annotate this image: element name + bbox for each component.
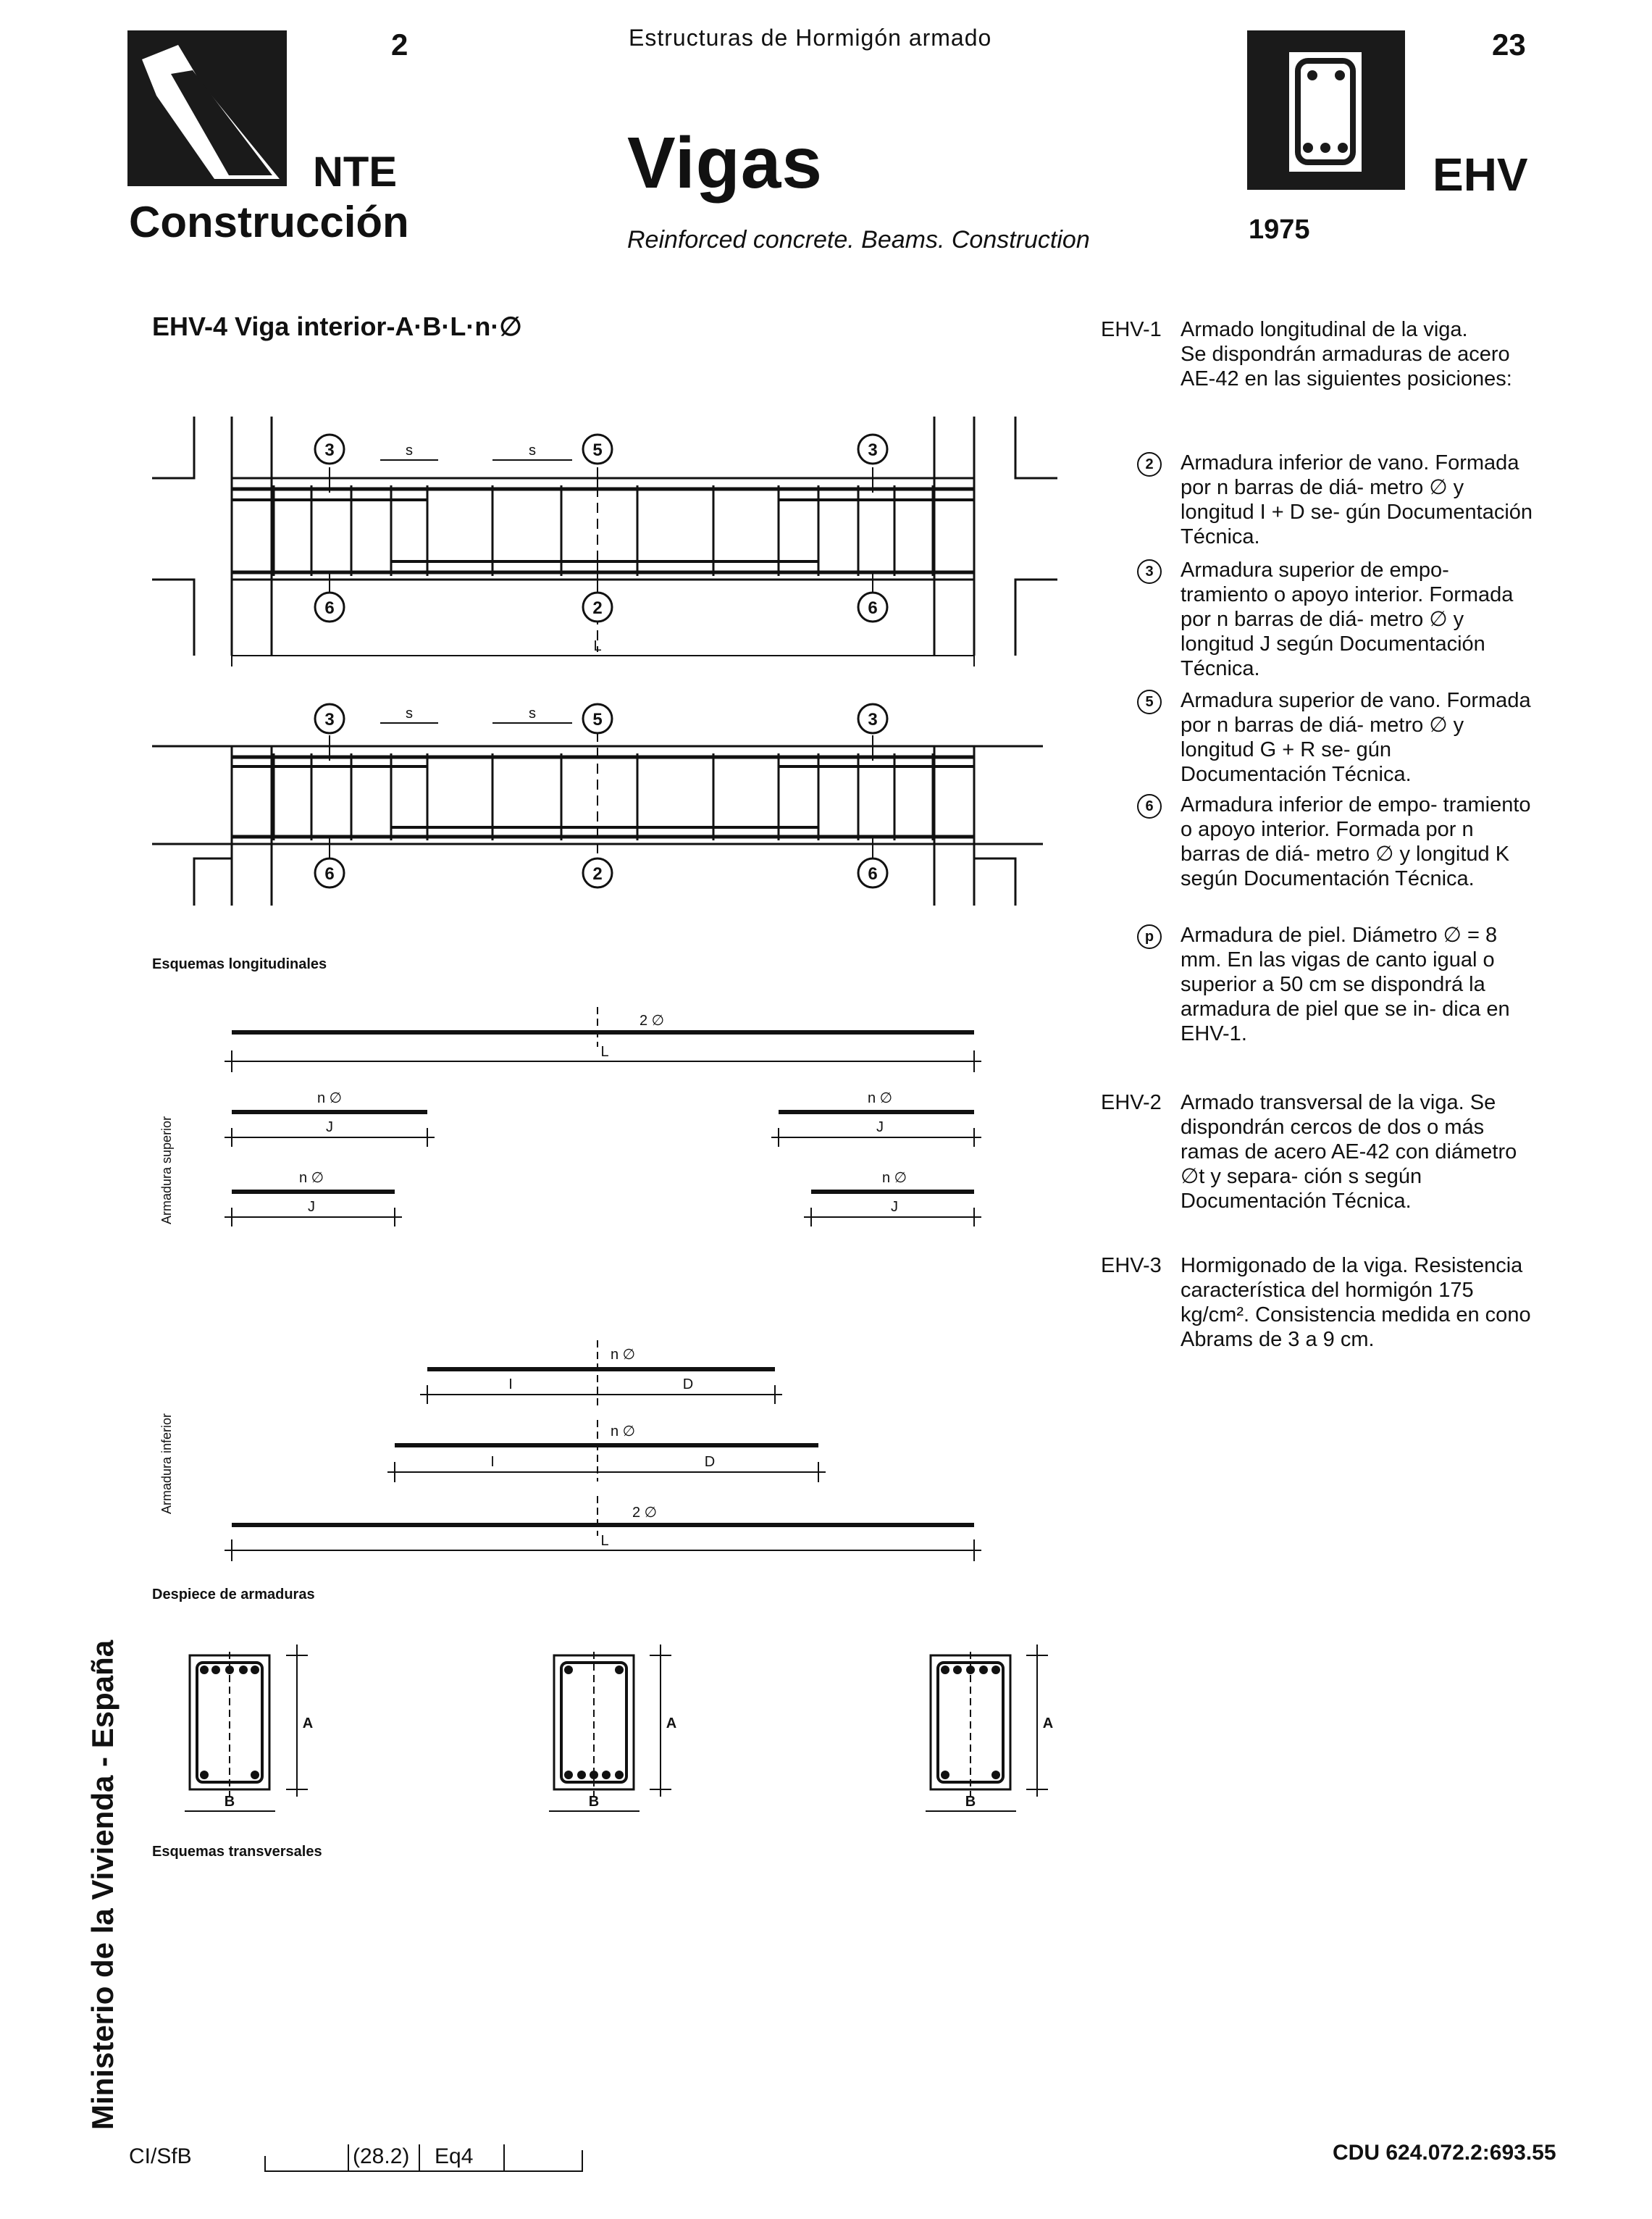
L-label: L (600, 1044, 609, 1060)
series-title: Estructuras de Hormigón armado (629, 25, 992, 51)
cdu-label: CDU 624.072.2:693.55 (1333, 2141, 1556, 2165)
caption-despiece: Despiece de armaduras (152, 1587, 315, 1602)
position-mark: p (1137, 924, 1162, 949)
spec-code: EHV-1 (1101, 318, 1162, 341)
sheet-number-left: 2 (391, 28, 408, 62)
spec-item-text: Armadura inferior de empo- tramiento o apoyo interior. Formada por n barras de diá- metro ∅ y longitud K según Documentación Técnica. (1181, 793, 1531, 890)
pos-6-label: 6 (868, 598, 878, 618)
position-mark: 6 (1137, 794, 1162, 819)
B-label: B (224, 1794, 235, 1810)
spec-item-3 (1137, 558, 1535, 681)
spec-item-2 (1137, 451, 1535, 549)
L-label: L (600, 1533, 609, 1549)
spec-item-text: Armadura superior de vano. Formada por n barras de diá- metro ∅ y longitud G + R se- gún Documentación Técnica. (1181, 689, 1531, 786)
D-label: D (682, 1376, 694, 1392)
n-phi-label: n ∅ (610, 1424, 636, 1439)
class-code-2: Eq4 (435, 2144, 474, 2168)
L-label: L (593, 638, 602, 654)
J-label: J (308, 1199, 315, 1215)
spec-item-text: Armadura superior de empo- tramiento o apoyo interior. Formada por n barras de diá- metro ∅ y longitud J según Documentación Técnica. (1181, 559, 1514, 680)
pos-2-label: 2 (592, 598, 603, 618)
spec-body: Se dispondrán armaduras de acero AE-42 en las siguientes posiciones: (1181, 343, 1512, 390)
spec-item-text: Armadura de piel. Diámetro ∅ = 8 mm. En las vigas de canto igual o superior a 50 cm se dispondrá la armadura de piel que se in- dica en EHV-1. (1181, 924, 1510, 1045)
n-phi-label: n ∅ (316, 1090, 343, 1106)
A-label: A (666, 1716, 677, 1731)
caption-longitudinal: Esquemas longitudinales (152, 956, 327, 972)
label-armadura-superior: Armadura superior (159, 1116, 174, 1224)
D-label: D (704, 1454, 716, 1470)
spec-ehv2 (1101, 1090, 1535, 1213)
pos-6-label: 6 (324, 598, 335, 618)
spec-title: Armado longitudinal de la viga. (1181, 318, 1468, 341)
spec-item-6 (1137, 793, 1535, 891)
A-label: A (302, 1716, 314, 1731)
nte-label: NTE (313, 149, 397, 196)
spec-code: EHV-3 (1101, 1254, 1162, 1277)
pos-6-label: 6 (324, 864, 335, 884)
spec-item-text: Armadura inferior de vano. Formada por n barras de diá- metro ∅ y longitud I + D se- gún Documentación Técnica. (1181, 451, 1533, 548)
s-label: s (529, 443, 536, 459)
n-phi-label: n ∅ (610, 1347, 636, 1363)
J-label: J (876, 1119, 884, 1135)
pos-5-label: 5 (592, 710, 603, 730)
beam-section-logo (1247, 30, 1405, 190)
spec-item-p (1137, 923, 1535, 1046)
position-mark: 5 (1137, 690, 1162, 714)
label-armadura-inferior: Armadura inferior (159, 1413, 174, 1514)
two-phi-label: 2 ∅ (639, 1013, 665, 1029)
page-subtitle: Reinforced concrete. Beams. Construction (627, 226, 1090, 254)
I-label: I (508, 1376, 513, 1392)
s-label: s (406, 443, 413, 459)
J-label: J (326, 1119, 333, 1135)
n-phi-label: n ∅ (867, 1090, 893, 1106)
spec-body: Armado transversal de la viga. Se dispondrán cercos de dos o más ramas de acero AE-42 con diámetro ∅t y separa- ción s según Documentación Técnica. (1181, 1091, 1517, 1213)
code-ehv: EHV (1433, 149, 1528, 201)
year: 1975 (1249, 214, 1310, 245)
n-phi-label: n ∅ (298, 1170, 324, 1186)
A-label: A (1042, 1716, 1054, 1731)
ministry-label: Ministerio de la Vivienda - España (85, 1639, 120, 2130)
construccion-label: Construcción (129, 198, 409, 246)
caption-transversal: Esquemas transversales (152, 1844, 322, 1860)
pos-2-label: 2 (592, 864, 603, 884)
page-title: Vigas (627, 122, 823, 204)
pos-6-label: 6 (868, 864, 878, 884)
position-mark: 3 (1137, 559, 1162, 584)
spec-code: EHV-2 (1101, 1091, 1162, 1114)
spec-ehv1 (1101, 317, 1535, 391)
pos-3-label: 3 (868, 710, 878, 730)
two-phi-label: 2 ∅ (632, 1505, 658, 1521)
class-code-1: (28.2) (353, 2144, 410, 2168)
I-label: I (490, 1454, 495, 1470)
cisfb-label: CI/SfB (129, 2144, 192, 2168)
B-label: B (588, 1794, 600, 1810)
n-phi-label: n ∅ (881, 1170, 907, 1186)
position-mark: 2 (1137, 452, 1162, 477)
section-title: EHV-4 Viga interior-A·B·L·n·∅ (152, 312, 522, 341)
pos-3-label: 3 (324, 440, 335, 460)
J-label: J (891, 1199, 898, 1215)
sheet-number-right: 23 (1492, 28, 1526, 62)
pos-3-label: 3 (324, 710, 335, 730)
spec-body: Hormigonado de la viga. Resistencia característica del hormigón 175 kg/cm². Consistencia medida en cono Abrams de 3 a 9 cm. (1181, 1254, 1531, 1351)
s-label: s (529, 706, 536, 722)
pos-3-label: 3 (868, 440, 878, 460)
classification-box (264, 2144, 583, 2172)
s-label: s (406, 706, 413, 722)
spec-ehv3 (1101, 1253, 1535, 1352)
B-label: B (965, 1794, 976, 1810)
pos-5-label: 5 (592, 440, 603, 460)
spec-item-5 (1137, 688, 1535, 787)
